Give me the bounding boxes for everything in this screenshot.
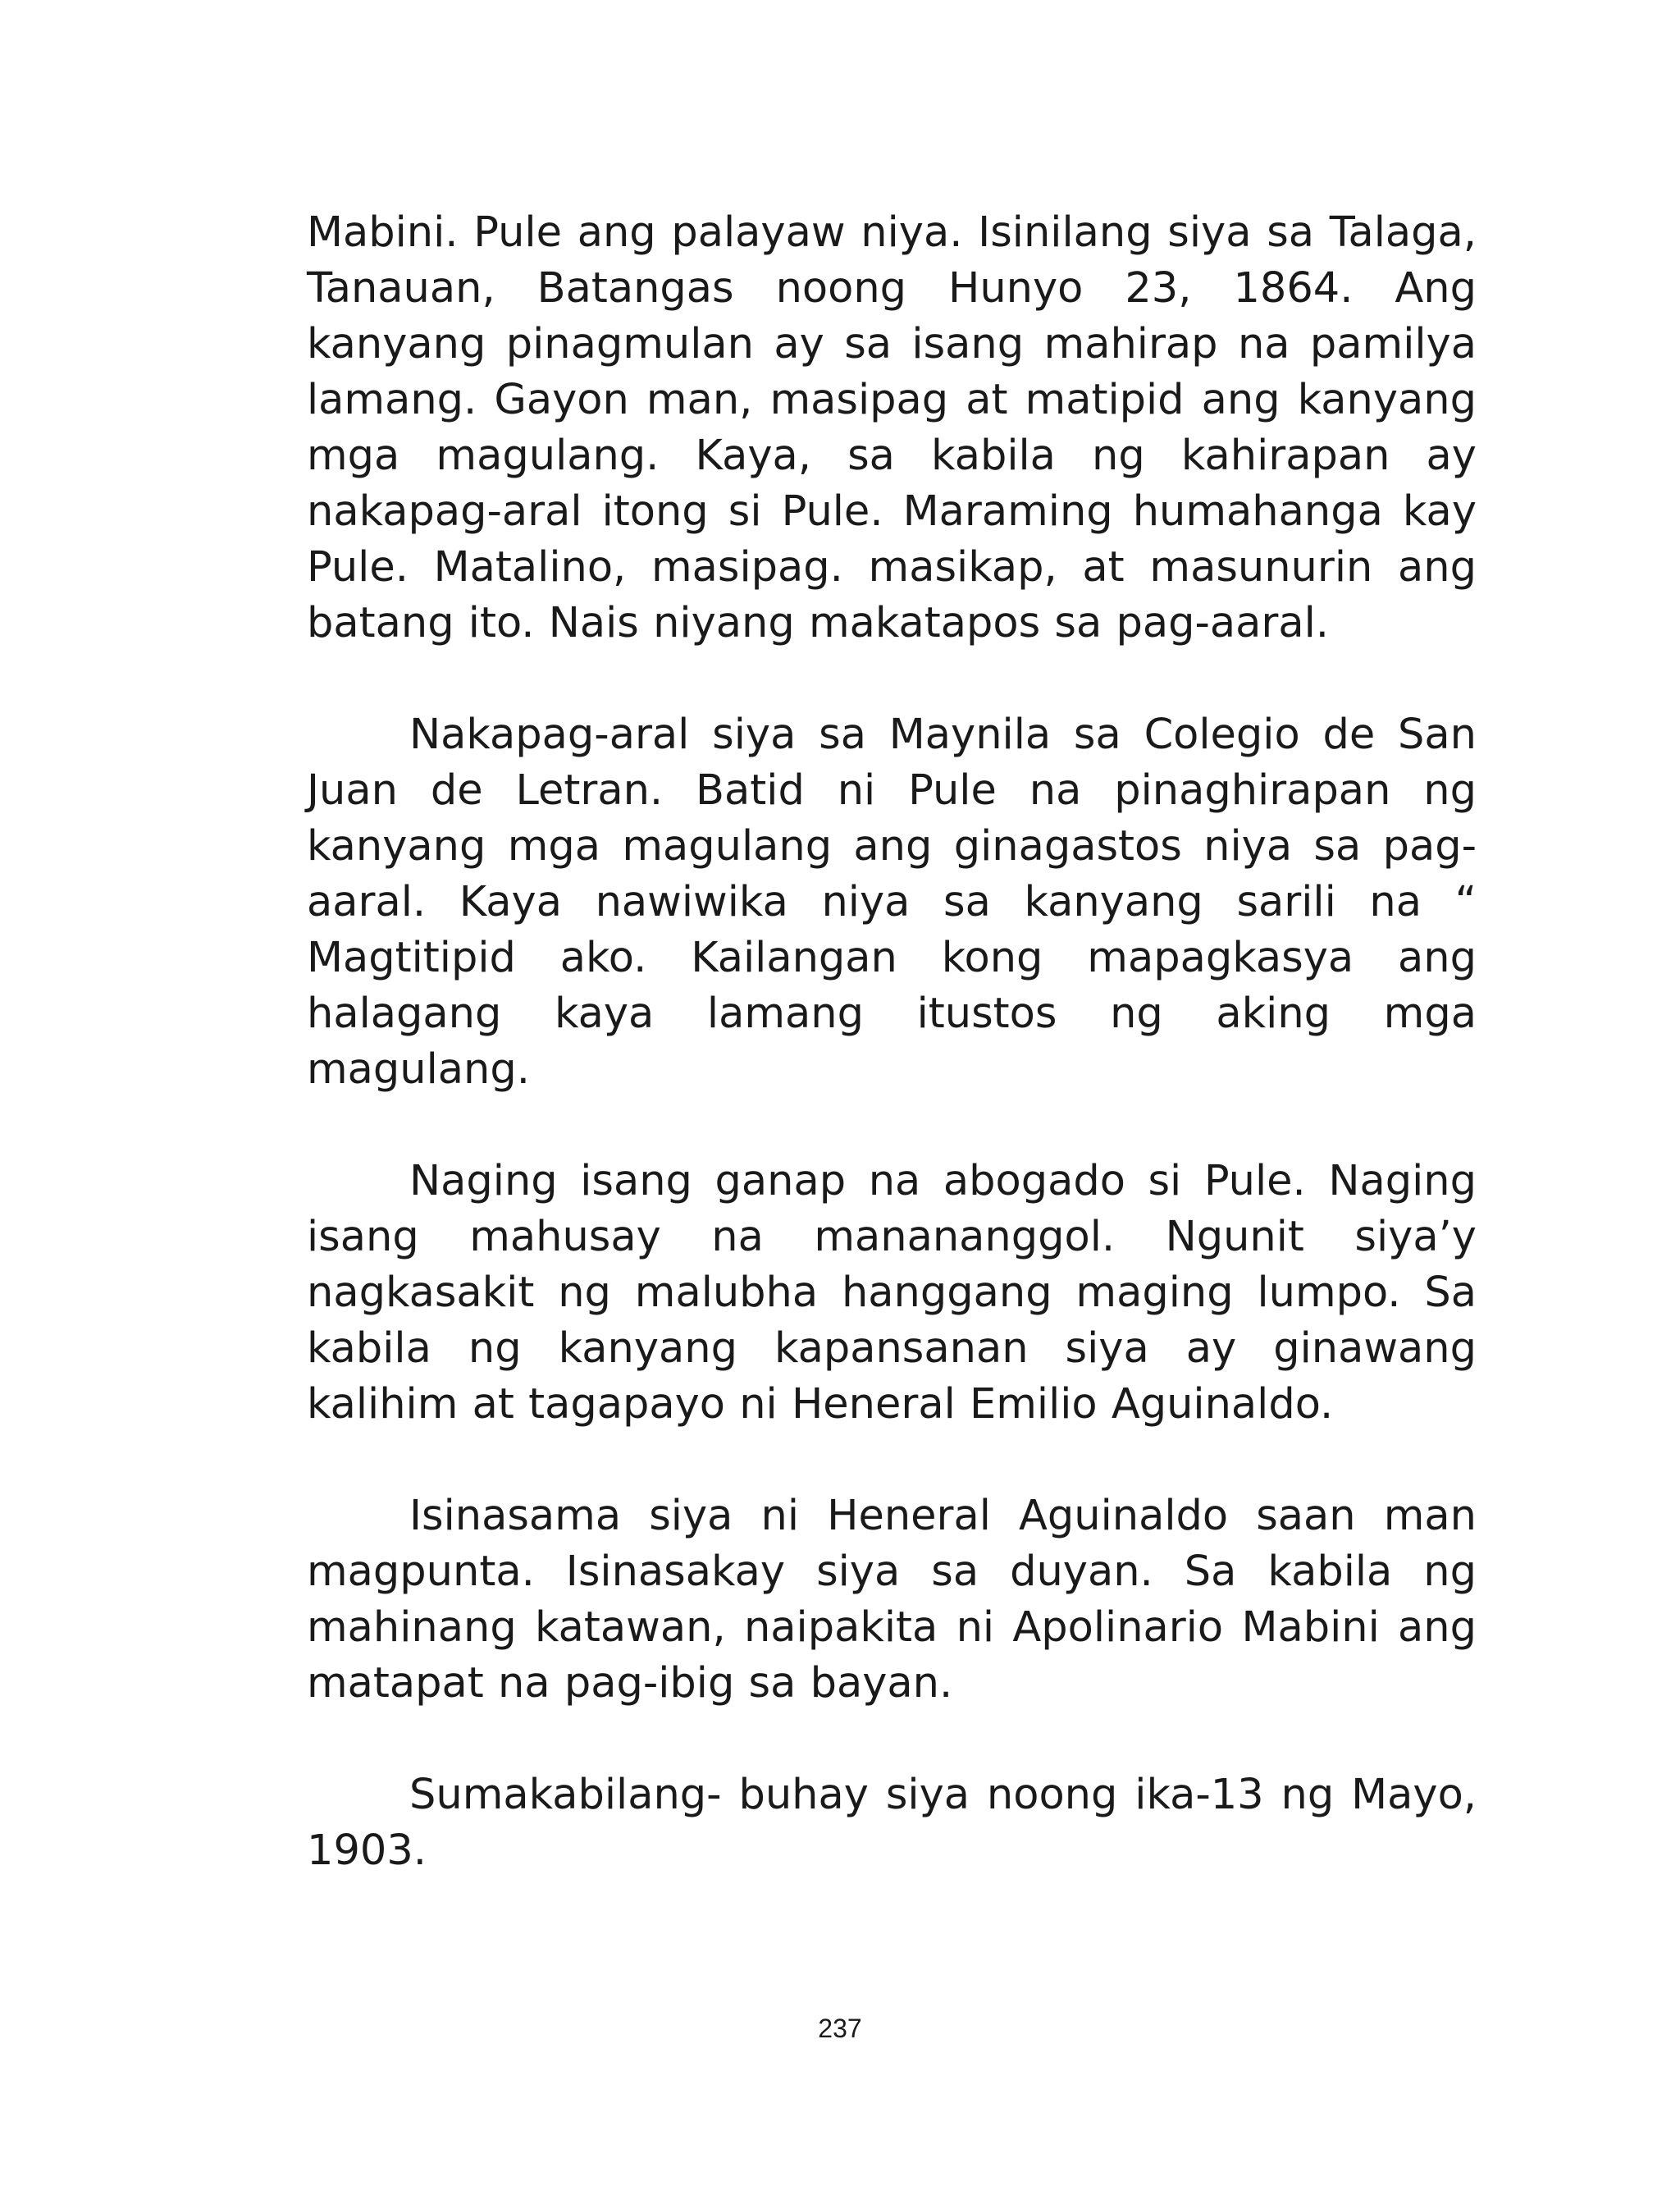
paragraph-1: Mabini. Pule ang palayaw niya. Isinilang siya sa Talaga, Tanauan, Batangas noong Hunyo 23, 1864. Ang kanyang pinagmulan ay sa isang mahirap na pamilya lamang. Gayon man, masipag at matipid ang kanyang mga magulang. Kaya, sa kabila ng kahirapan ay nakapag-aral itong si Pule. Maraming humahanga kay Pule. Matalino, masipag. masikap, at masunurin ang batang ito. Nais niyang makatapos sa pag-aaral. [307,208,1477,647]
paragraph-4: Isinasama siya ni Heneral Aguinaldo saan man magpunta. Isinasakay siya sa duyan. Sa kabila ng mahinang katawan, naipakita ni Apolinario Mabini ang matapat na pag-ibig sa bayan. [307,1492,1477,1708]
page-number: 237 [818,2014,862,2043]
paragraph-2: Nakapag-aral siya sa Maynila sa Colegio de San Juan de Letran. Batid ni Pule na pinaghirapan ng kanyang mga magulang ang ginagastos niya sa pag-aaral. Kaya nawiwika niya sa kanyang sarili na “ Magtitipid ako. Kailangan kong mapagkasya ang halagang kaya lamang itustos ng aking mga magulang. [307,711,1477,1094]
body-text [307,205,1477,1935]
paragraph-3: Naging isang ganap na abogado si Pule. Naging isang mahusay na manananggol. Ngunit siya’y nagkasakit ng malubha hanggang maging lumpo. Sa kabila ng kanyang kapansanan siya ay ginawang kalihim at tagapayo ni Heneral Emilio Aguinaldo. [307,1157,1477,1429]
paragraph-5: Sumakabilang- buhay siya noong ika-13 ng Mayo, 1903. [307,1771,1477,1875]
